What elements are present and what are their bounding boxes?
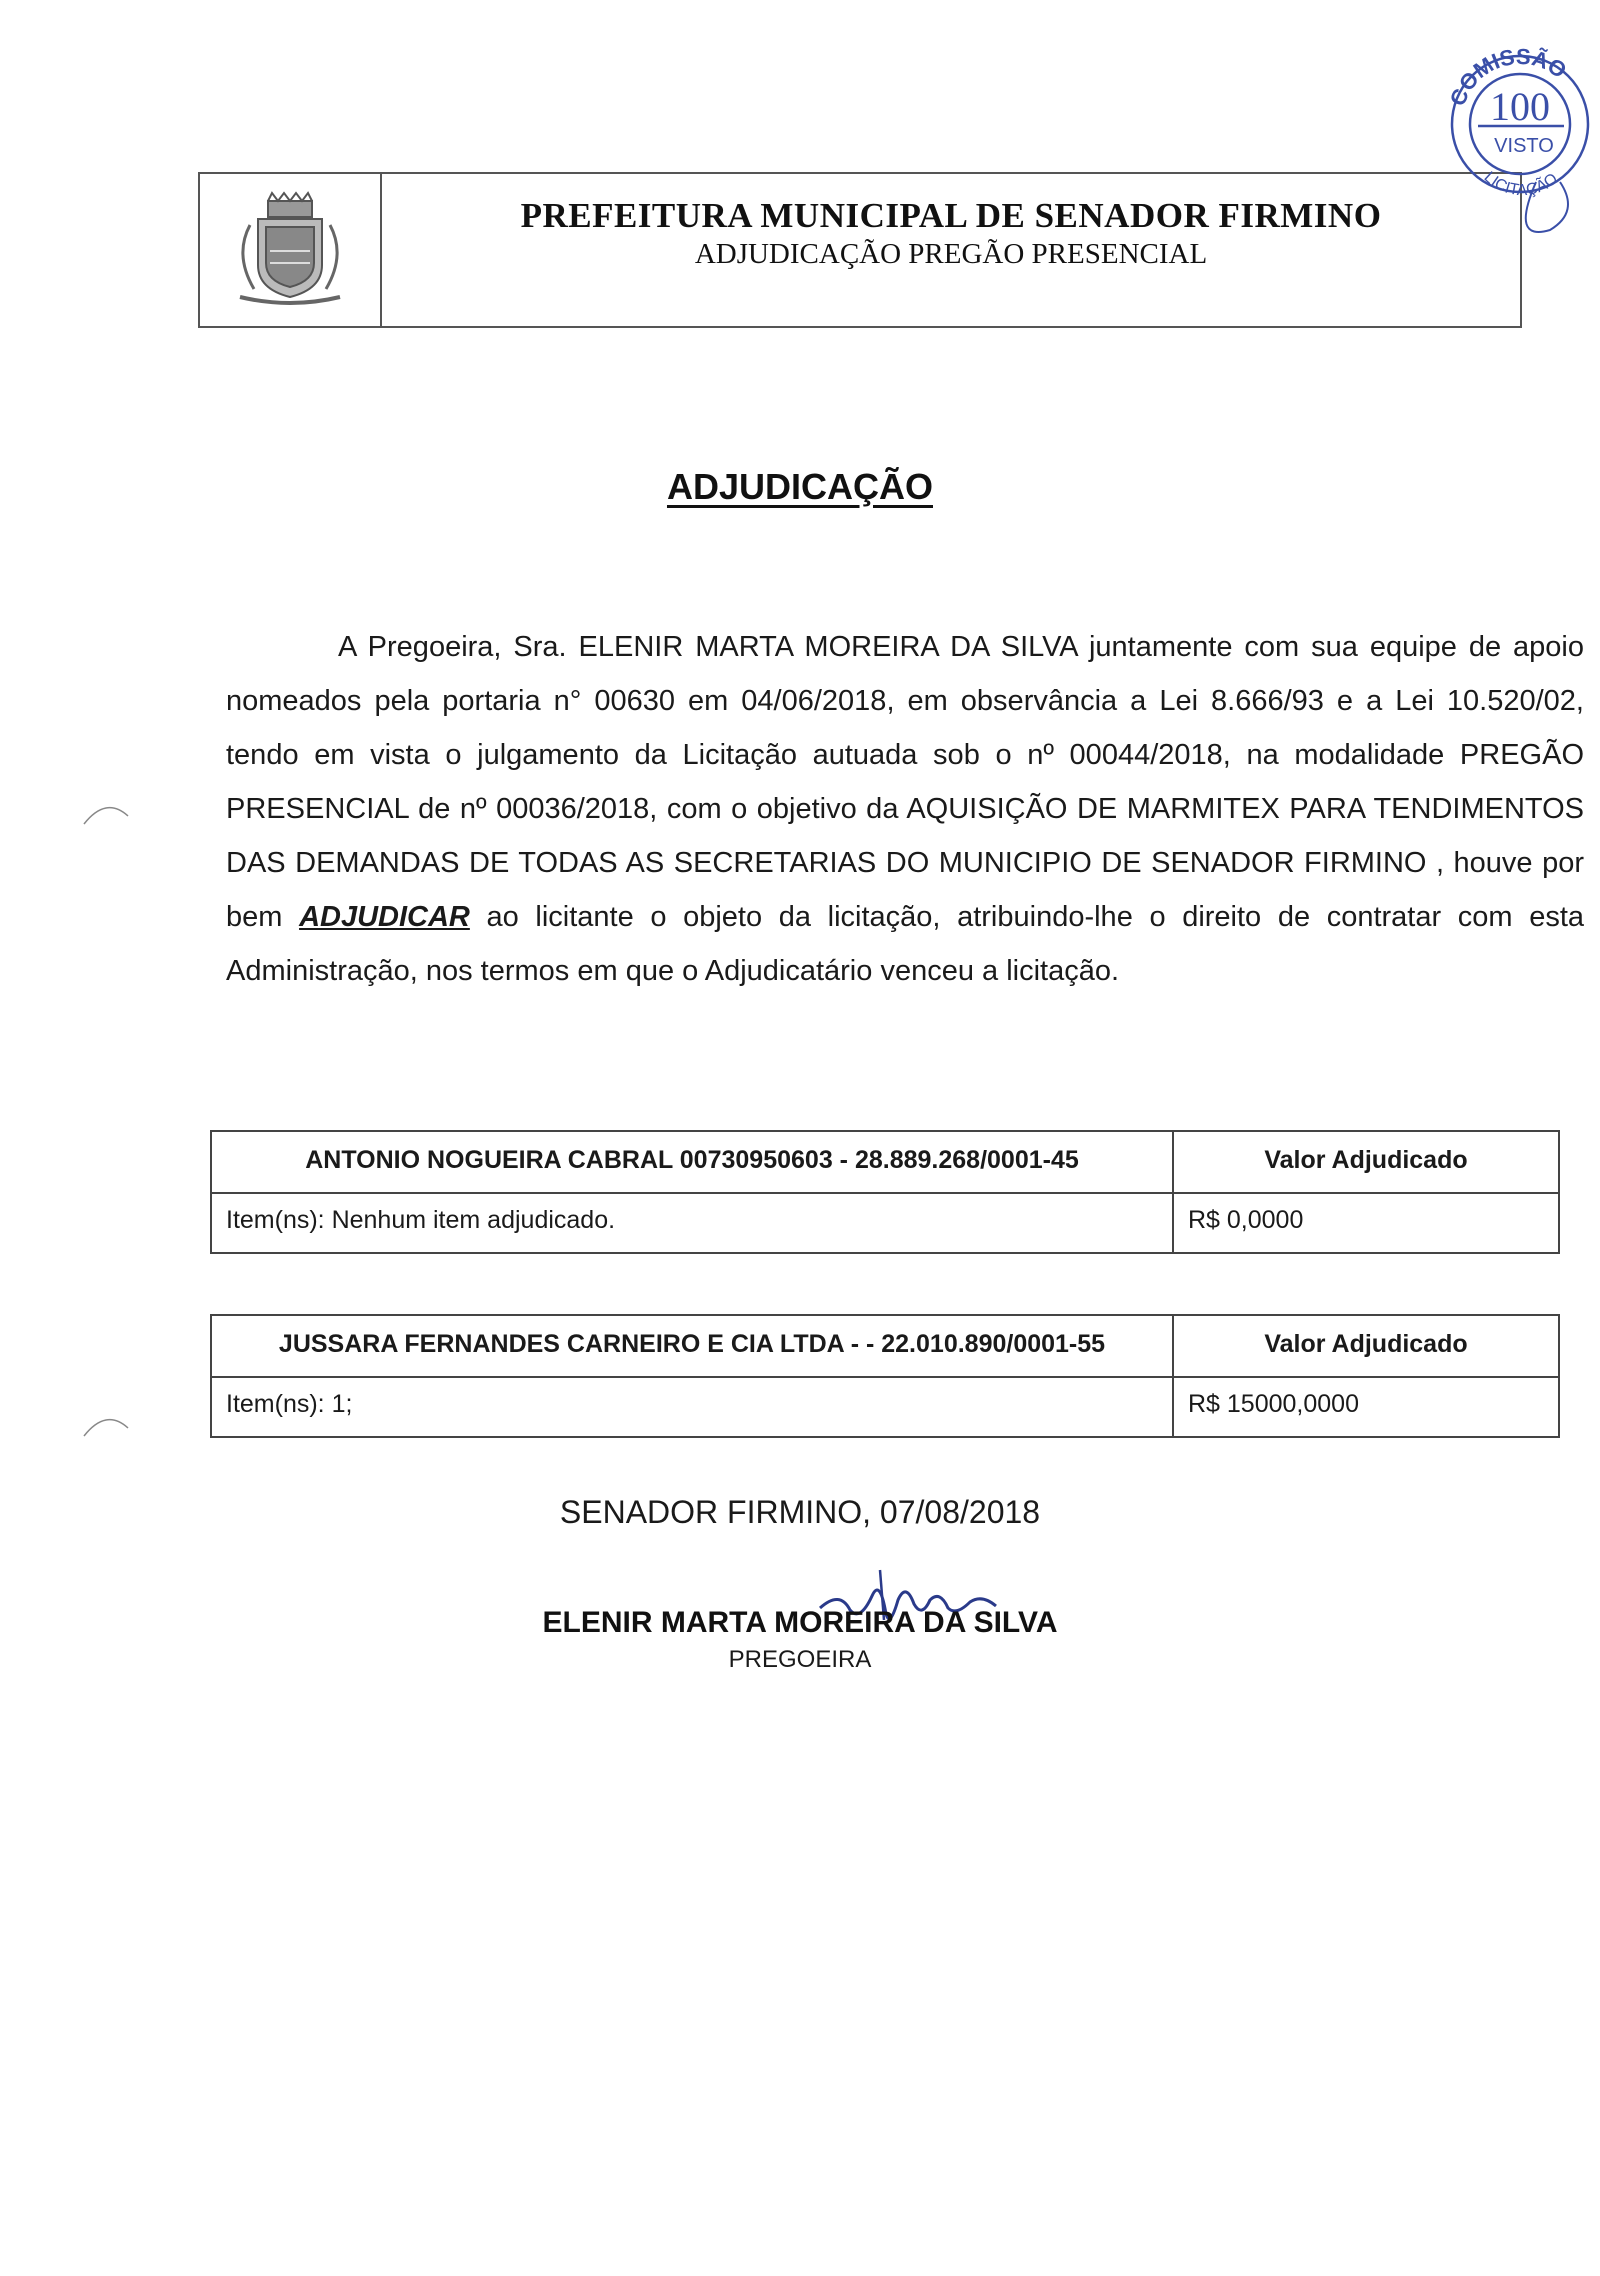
- punch-hole-mark-icon: [80, 796, 132, 830]
- stamp-top-text: COMISSÃO: [1444, 43, 1572, 110]
- document-title: ADJUDICAÇÃO: [666, 466, 933, 507]
- municipal-crest-icon: [210, 185, 370, 315]
- municipal-crest-cell: [200, 174, 382, 326]
- bidder-name: ANTONIO NOGUEIRA CABRAL 00730950603 - 28.889.268/0001-45: [212, 1132, 1174, 1192]
- signer-name: ELENIR MARTA MOREIRA DA SILVA: [542, 1606, 1058, 1639]
- letterhead: [198, 172, 1522, 328]
- awarded-value: R$ 15000,0000: [1188, 1390, 1359, 1418]
- punch-hole-mark-icon: [80, 1408, 132, 1442]
- value-header: Valor Adjudicado: [1264, 1146, 1468, 1174]
- adjudicar-emphasis: ADJUDICAR: [299, 901, 470, 933]
- awarded-items: Item(ns): Nenhum item adjudicado.: [212, 1194, 1174, 1252]
- award-table-1: [210, 1130, 1560, 1254]
- awarded-value: R$ 0,0000: [1188, 1206, 1304, 1234]
- award-table-2: [210, 1314, 1560, 1438]
- municipality-title: PREFEITURA MUNICIPAL DE SENADOR FIRMINO: [520, 196, 1382, 235]
- commission-visto-stamp: [1440, 22, 1590, 242]
- stamp-label: VISTO: [1494, 135, 1554, 157]
- value-header: Valor Adjudicado: [1264, 1330, 1468, 1358]
- signer-role: PREGOEIRA: [728, 1646, 872, 1673]
- awarded-items: Item(ns): 1;: [212, 1378, 1174, 1436]
- paragraph-part-2: ao licitante o objeto da licitação, atribuindo-lhe o direito de contratar com esta Administração, nos termos em que o Adjudicatário venceu a licitação.: [226, 901, 1585, 987]
- place-and-date: SENADOR FIRMINO, 07/08/2018: [559, 1494, 1041, 1530]
- document-type-subtitle: ADJUDICAÇÃO PREGÃO PRESENCIAL: [694, 238, 1208, 270]
- adjudication-paragraph: [226, 620, 1584, 998]
- stamp-bottom-text: LICITAÇÃO: [1480, 168, 1562, 199]
- stamp-number: 100: [1490, 84, 1550, 129]
- paragraph-part-1: A Pregoeira, Sra. ELENIR MARTA MOREIRA DA SILVA juntamente com sua equipe de apoio nomeados pela portaria n° 00630 em 04/06/2018, em observância a Lei 8.666/93 e a Lei 10.520/02, tendo em vista o julgamento da Licitação autuada sob o nº 00044/2018, na modalidade PREGÃO PRESENCIAL de nº 00036/2018, com o objetivo da AQUISIÇÃO DE MARMITEX PARA TENDIMENTOS DAS DEMANDAS DE TODAS AS SECRETARIAS DO MUNICIPIO DE SENADOR FIRMINO , houve por bem: [226, 631, 1584, 933]
- bidder-name: JUSSARA FERNANDES CARNEIRO E CIA LTDA - - 22.010.890/0001-55: [212, 1316, 1174, 1376]
